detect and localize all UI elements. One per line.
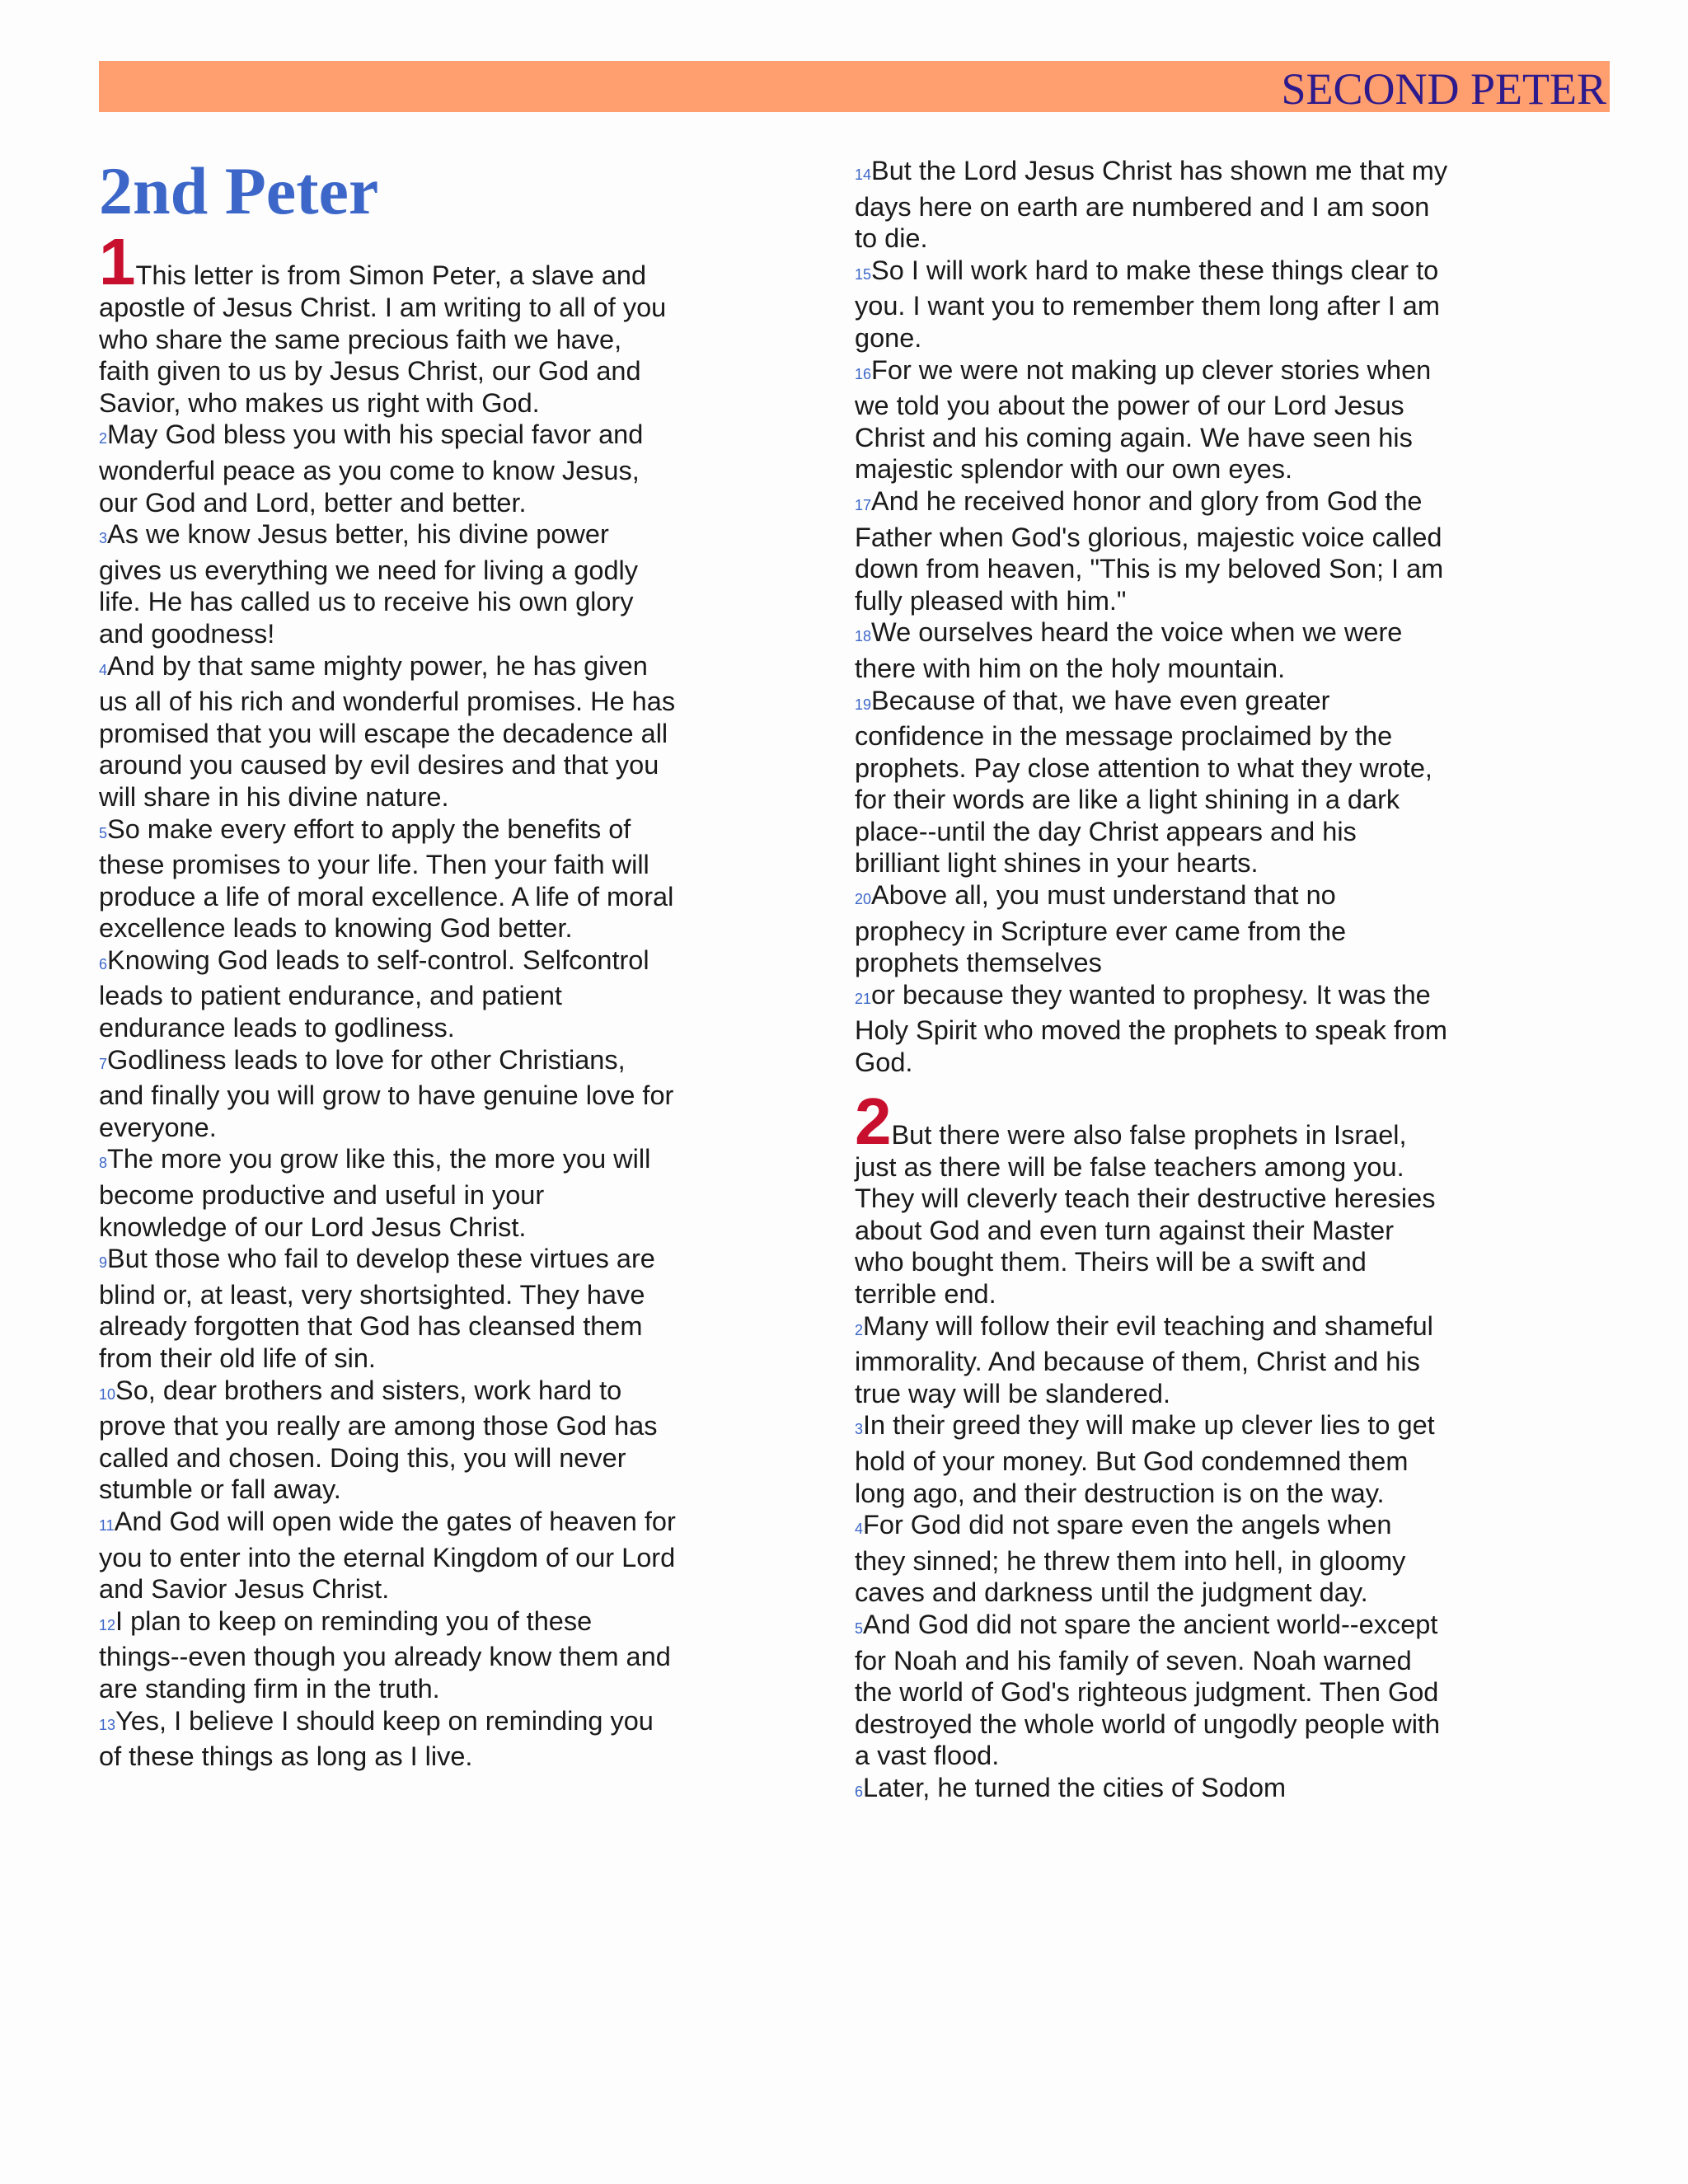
verse bbox=[99, 1243, 676, 1374]
verse-text: As we know Jesus better, his divine power gives us everything we need for living a godly life. He has called us to receive his own glory and goodness! bbox=[99, 519, 638, 649]
verse-number: 8 bbox=[99, 1155, 108, 1172]
verse bbox=[855, 1310, 1448, 1410]
header-bar bbox=[99, 61, 1610, 112]
verse-text: And by that same mighty power, he has given us all of his rich and wonderful promises. He has promised that you will escape the decadence all around you caused by evil desires and that you will share in his divine nature. bbox=[99, 650, 676, 812]
verse-text: So, dear brothers and sisters, work hard to prove that you really are among those God has called and chosen. Doing this, you will never stumble or fall away. bbox=[99, 1375, 658, 1505]
verse-number: 10 bbox=[99, 1385, 116, 1403]
verse bbox=[855, 979, 1448, 1079]
verse-number: 13 bbox=[99, 1716, 116, 1733]
verse bbox=[855, 685, 1448, 880]
verse-text: Later, he turned the cities of Sodom bbox=[863, 1772, 1287, 1802]
verse-text: Yes, I believe I should keep on reminding you of these things as long as I live. bbox=[99, 1705, 654, 1772]
verse-text: In their greed they will make up clever lies to get hold of your money. But God condemned them long ago, and their destruction is on the way. bbox=[855, 1410, 1435, 1508]
chapter-gap bbox=[855, 1079, 1448, 1092]
verse-text: For God did not spare even the angels when they sinned; he threw them into hell, in gloomy caves and darkness until the judgment day. bbox=[855, 1510, 1406, 1608]
verse bbox=[855, 155, 1448, 255]
right-column bbox=[855, 155, 1448, 1808]
verse bbox=[99, 1375, 676, 1506]
verse-number: 12 bbox=[99, 1616, 116, 1633]
verse-number: 19 bbox=[855, 696, 872, 713]
verse-text: For we were not making up clever stories when we told you about the power of our Lord Jesus Christ and his coming again. We have seen his majestic splendor with our own eyes. bbox=[855, 354, 1432, 485]
verse bbox=[99, 1605, 676, 1705]
chapter-opening-paragraph bbox=[855, 1084, 1448, 1310]
verse-text: May God bless you with his special favor and wonderful peace as you come to know Jesus, our God and Lord, better and better. bbox=[99, 419, 644, 518]
verse-text: Knowing God leads to self-control. Selfcontrol leads to patient endurance, and patient endurance leads to godliness. bbox=[99, 944, 649, 1043]
verse-number: 21 bbox=[855, 990, 872, 1007]
book-title: 2nd Peter bbox=[99, 153, 379, 228]
chapter-number: 1 bbox=[99, 225, 136, 298]
verse-text: Many will follow their evil teaching and shameful immorality. And because of them, Christ and his true way will be slandered. bbox=[855, 1310, 1433, 1408]
verse-number: 7 bbox=[99, 1055, 108, 1072]
verse-number: 6 bbox=[855, 1783, 864, 1800]
verse bbox=[855, 1509, 1448, 1609]
left-column bbox=[99, 148, 676, 1773]
verse bbox=[99, 1044, 676, 1144]
verse-text: And God did not spare the ancient world--except for Noah and his family of seven. Noah warned the world of God's righteous judgment. Then God destroyed the whole world of ungodly people with a vast flood. bbox=[855, 1609, 1441, 1771]
verse-number: 5 bbox=[99, 824, 108, 841]
verse bbox=[855, 354, 1448, 485]
verse-text: So make every effort to apply the benefits of these promises to your life. Then your faith will produce a life of moral excellence. A life of moral excellence leads to knowing God better. bbox=[99, 813, 674, 944]
verse-number: 17 bbox=[855, 496, 872, 513]
verse-number: 18 bbox=[855, 628, 872, 645]
verse bbox=[99, 1705, 676, 1773]
verse-text: And God will open wide the gates of heaven for you to enter into the eternal Kingdom of our Lord and Savior Jesus Christ. bbox=[99, 1506, 676, 1605]
verse-text: But there were also false prophets in Israel, just as there will be false teachers among you. They will cleverly teach their destructive heresies about God and even turn against their Master who bought them. Theirs will be a swift and terrible end. bbox=[855, 1119, 1436, 1309]
chapter-number: 2 bbox=[855, 1084, 892, 1158]
verse-text: This letter is from Simon Peter, a slave and apostle of Jesus Christ. I am writing to all of you who share the same precious faith we have, faith given to us by Jesus Christ, our God and Savior, who makes us right with God. bbox=[99, 260, 667, 418]
verse bbox=[855, 1772, 1448, 1808]
chapter-opening-paragraph bbox=[99, 225, 676, 419]
verse-number: 14 bbox=[855, 166, 872, 183]
verse-text: But those who fail to develop these virtues are blind or, at least, very shortsighted. They have already forgotten that God has cleansed them from their old life of sin. bbox=[99, 1244, 655, 1373]
verse-number: 16 bbox=[855, 365, 872, 382]
verse-number: 3 bbox=[99, 530, 108, 547]
verse-number: 3 bbox=[855, 1421, 864, 1438]
verse-number: 2 bbox=[99, 430, 108, 448]
verse-number: 11 bbox=[99, 1516, 115, 1534]
verse bbox=[855, 485, 1448, 616]
verse bbox=[99, 944, 676, 1044]
left-verse-list bbox=[99, 225, 676, 1773]
verse-text: And he received honor and glory from God the Father when God's glorious, majestic voice called down from heaven, "This is my beloved Son; I am fully pleased with him." bbox=[855, 485, 1444, 616]
verse-number: 2 bbox=[855, 1321, 864, 1338]
verse-number: 20 bbox=[855, 891, 872, 908]
running-title: SECOND PETER bbox=[1281, 64, 1606, 114]
verse bbox=[855, 879, 1448, 979]
verse bbox=[99, 1143, 676, 1243]
verse-text: Godliness leads to love for other Christians, and finally you will grow to have genuine love for everyone. bbox=[99, 1044, 674, 1142]
right-verse-list bbox=[855, 155, 1448, 1808]
verse bbox=[99, 419, 676, 518]
verse-number: 4 bbox=[99, 661, 108, 678]
verse-number: 15 bbox=[855, 265, 872, 283]
verse bbox=[99, 518, 676, 649]
verse bbox=[855, 616, 1448, 684]
verse-text: or because they wanted to prophesy. It was the Holy Spirit who moved the prophets to speak from God. bbox=[855, 979, 1447, 1078]
verse bbox=[99, 650, 676, 813]
verse bbox=[855, 1409, 1448, 1509]
verse-text: But the Lord Jesus Christ has shown me that my days here on earth are numbered and I am soon to die. bbox=[855, 156, 1448, 254]
verse-number: 6 bbox=[99, 955, 108, 972]
verse bbox=[99, 1506, 676, 1605]
verse-number: 5 bbox=[855, 1619, 864, 1637]
verse-text: So I will work hard to make these things clear to you. I want you to remember them long after I am gone. bbox=[855, 255, 1440, 353]
verse-text: Above all, you must understand that no prophecy in Scripture ever came from the prophets themselves bbox=[855, 880, 1347, 978]
verse-text: The more you grow like this, the more you will become productive and useful in your knowledge of our Lord Jesus Christ. bbox=[99, 1144, 651, 1242]
verse-text: I plan to keep on reminding you of these things--even though you already know them and are standing firm in the truth. bbox=[99, 1605, 671, 1704]
verse bbox=[99, 813, 676, 944]
verse-text: Because of that, we have even greater confidence in the message proclaimed by the prophets. Pay close attention to what they wrote, for their words are like a light shining in a dark place--until the day Christ appears and his brilliant light shines in your hearts. bbox=[855, 685, 1432, 879]
verse bbox=[855, 255, 1448, 354]
verse-number: 9 bbox=[99, 1254, 108, 1272]
verse bbox=[855, 1609, 1448, 1772]
verse-text: We ourselves heard the voice when we were there with him on the holy mountain. bbox=[855, 617, 1403, 683]
verse-number: 4 bbox=[855, 1521, 864, 1538]
